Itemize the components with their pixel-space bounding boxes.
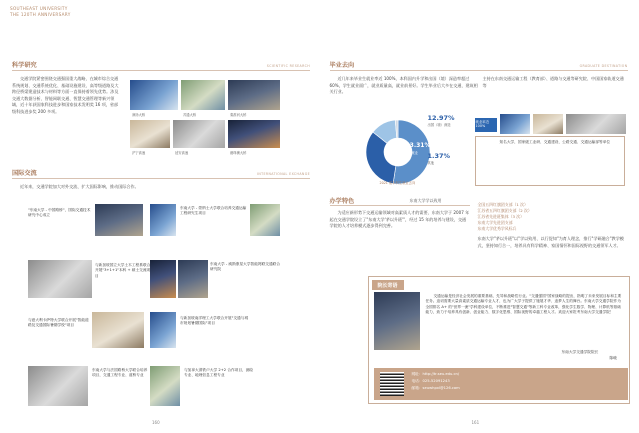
campus-photo [250,204,280,236]
header-line-2: THE 120TH ANNIVERSARY [10,12,71,17]
wisconsin-photo-1 [150,260,176,298]
road-photo-1 [130,120,170,148]
wisconsin-photo-2 [178,260,208,298]
qr-code[interactable] [380,372,404,396]
employment-title: 毕业去向 [329,62,355,69]
stat-abroad-value: 12.97% [427,114,455,122]
destinations-1: 知名大学，国家级工业研、交通建设、公路交通、交通运输部等单位 [499,140,611,144]
caption: 秦淮河大桥 [230,113,247,117]
features-text-1: 为适应新形势下交通运输领域对高素质人才的需要，东南大学于 2007 年起在交通学院设立了"东南大学'茅以升班'"，经过 15 年的培养与建设，交通学院的人才培养模式逐步得到完善。 [329,210,470,229]
honor-item: 江苏省五四红旗团支部（2 次） [477,208,532,213]
intl-item-6: 与新加坡南洋理工大学联合开展"交通与城市规划暑期国际"项目 [180,316,249,326]
research-text: 交通学院紧密围绕交通强国重大战略，在城市综合交通系统规划、交通系统优化、基础设施建设、高等级道路及大跨径桥梁建造技术与材料等方面一直保持着领先优势。涉及交通大数据分析、智能网联交通、智慧交通管理等新兴领域，近十年获国家科技进步和国家技术发明奖 16 项，省部级科技进步奖 200 多项。 [12,76,119,114]
ntu-photo [150,312,176,348]
dean-message-text: 交通运输是经济社会发展的重要基础，先导和战略性行业。"交通强国"国家战略的提出，指明了未来发展目标和主要任务。迫切需要大量高素质交通运输专业人才，也为广大学子提供了施展才华、追梦人生的舞台。东南大学交通学院作为全国排名 A+ 的"世界一流"学科建设单位，不断推进"智慧交通"等新工科专业改革，强化学生数学、物理、计算机等基础能力，致力于培养具有创新、创业能力、数字化思维、国际视野的卓越工程人才。欢迎大家报考东南大学交通学院！ [425,294,622,315]
employment-text-2: 主持在东南交通运输工程（教育部）、道路与交通等研究院、中国国家轨道交通等 [482,76,624,88]
contact-email[interactable]: 邮箱：seuwhpxl@126.com [411,386,460,390]
bridge-photo-2 [181,80,225,110]
honor-item: 东南大学先进团支部 [477,220,513,225]
divider [330,205,470,206]
intl-item-5: 与意大利卡萨特大学联合开展"智能道路及交通国际暑期学校"项目 [28,318,89,328]
contact-phone: 电话：025-52091243 [411,379,450,383]
divider [330,70,628,71]
bridge-photo-3 [228,80,280,110]
intl-en: INTERNATIONAL EXCHANGE [256,172,310,176]
intl-item-7: 东南大学与法国路桥大学联合培养项目，交通工程专业、道桥专业 [92,368,148,378]
graduates-photo-2 [533,114,563,134]
research-title: 科学研究 [12,62,37,69]
intl-item-1: "东南大学 - 中国路桥"，国际交通技术研究中心成立 [28,208,91,218]
intl-item-3: 与新加坡国立大学土木工程系联合开展"3+1+1"本科 + 硕士交流项目 [95,263,151,278]
intl-text: 近年来，交通学院加大对外交流、扩大国际影响，推动国际合作。 [20,184,139,189]
contact-website[interactable]: 网址：http://tr.seu.edu.cn/ [411,372,460,376]
stat-other-value: 1.37% [427,152,451,160]
honor-item: 东南大学优秀学风标兵 [477,226,517,231]
header-line-1: SOUTHEAST UNIVERSITY [10,6,68,11]
employment-en: GRADUATE DESTINATION [579,64,628,68]
caption: 沪宁高速 [132,151,146,155]
graduates-photo-3 [566,114,626,134]
waterloo-photo [150,366,180,406]
employment-text: 近几年来毕业生就业率近 100%，本科国内升学和出国（境）深造率超过 60%，学生就业面广，就业质量高，就业前景好。学生毕业后大多在交通、建筑相关行业。 [329,76,478,95]
dean-name: 陈峻 [609,356,617,360]
intl-item-4: 东南大学 - 威斯康星大学智能网联交通联合研究院 [210,262,281,272]
stat-employ-value: 33.31% [405,142,431,149]
page-header [10,6,71,18]
dean-message-header: 院长寄语 [372,280,404,290]
france-photo [28,366,88,406]
bridge-photo-1 [130,80,178,110]
features-text-2: 东南大学"茅以升班"以"学以致用、以行促知"为育人理念，推行"学研融合"教学模式，坚持知行合一，培养具有科学精神、家国情怀和国际视野的交通领军人才。 [477,236,624,248]
honor-item: 全国五四红旗团支部（1 次） [477,202,528,207]
chart-caption: 2021 届本科生就业去向 [379,181,416,185]
dean-signature: 东南大学交通学院院长 [561,350,599,354]
features-sub: 东南大学学以致用 [409,198,442,203]
signing-photo [150,204,176,236]
stat-other-label: 其他 [427,161,435,165]
dean-portrait [374,292,420,350]
graduates-photo-1 [500,114,530,134]
stat-domestic-label: 国内升学 [349,134,363,138]
stat-abroad-label: 出国（境）深造 [427,123,451,127]
intl-item-8: 与加拿大滑铁卢大学 2+2 合作项目，测绘专业、地理信息工程专业 [184,368,254,378]
intl-title: 国际交流 [12,170,37,177]
caption: 延安高速 [175,151,189,155]
employment-badge: 就业率近 100% [475,118,497,132]
honor-item: 江苏省先进班集体（3 次） [477,214,525,219]
right-page [320,0,639,433]
intl-item-2: 东南大学 - 蒙纳士大学联合培养交通运输工程研究生项目 [180,206,247,216]
ceremony-photo [95,204,143,236]
page-number: 160 [152,420,160,425]
road-photo-2 [173,120,225,148]
stat-employ-label: 就业 [411,151,419,155]
research-en: SCIENTIFIC RESEARCH [266,64,310,68]
italy-photo [92,312,144,348]
caption: 苏通大桥 [183,113,197,117]
page-number: 161 [471,420,480,425]
caption: 润扬大桥 [132,113,146,117]
bridge-photo-4 [228,120,280,148]
stat-domestic-value: 52.56% [345,124,373,132]
caption: 港珠澳大桥 [230,151,247,155]
divider [12,178,310,179]
divider [12,70,310,71]
features-title: 办学特色 [329,198,355,205]
nus-photo [28,260,92,298]
